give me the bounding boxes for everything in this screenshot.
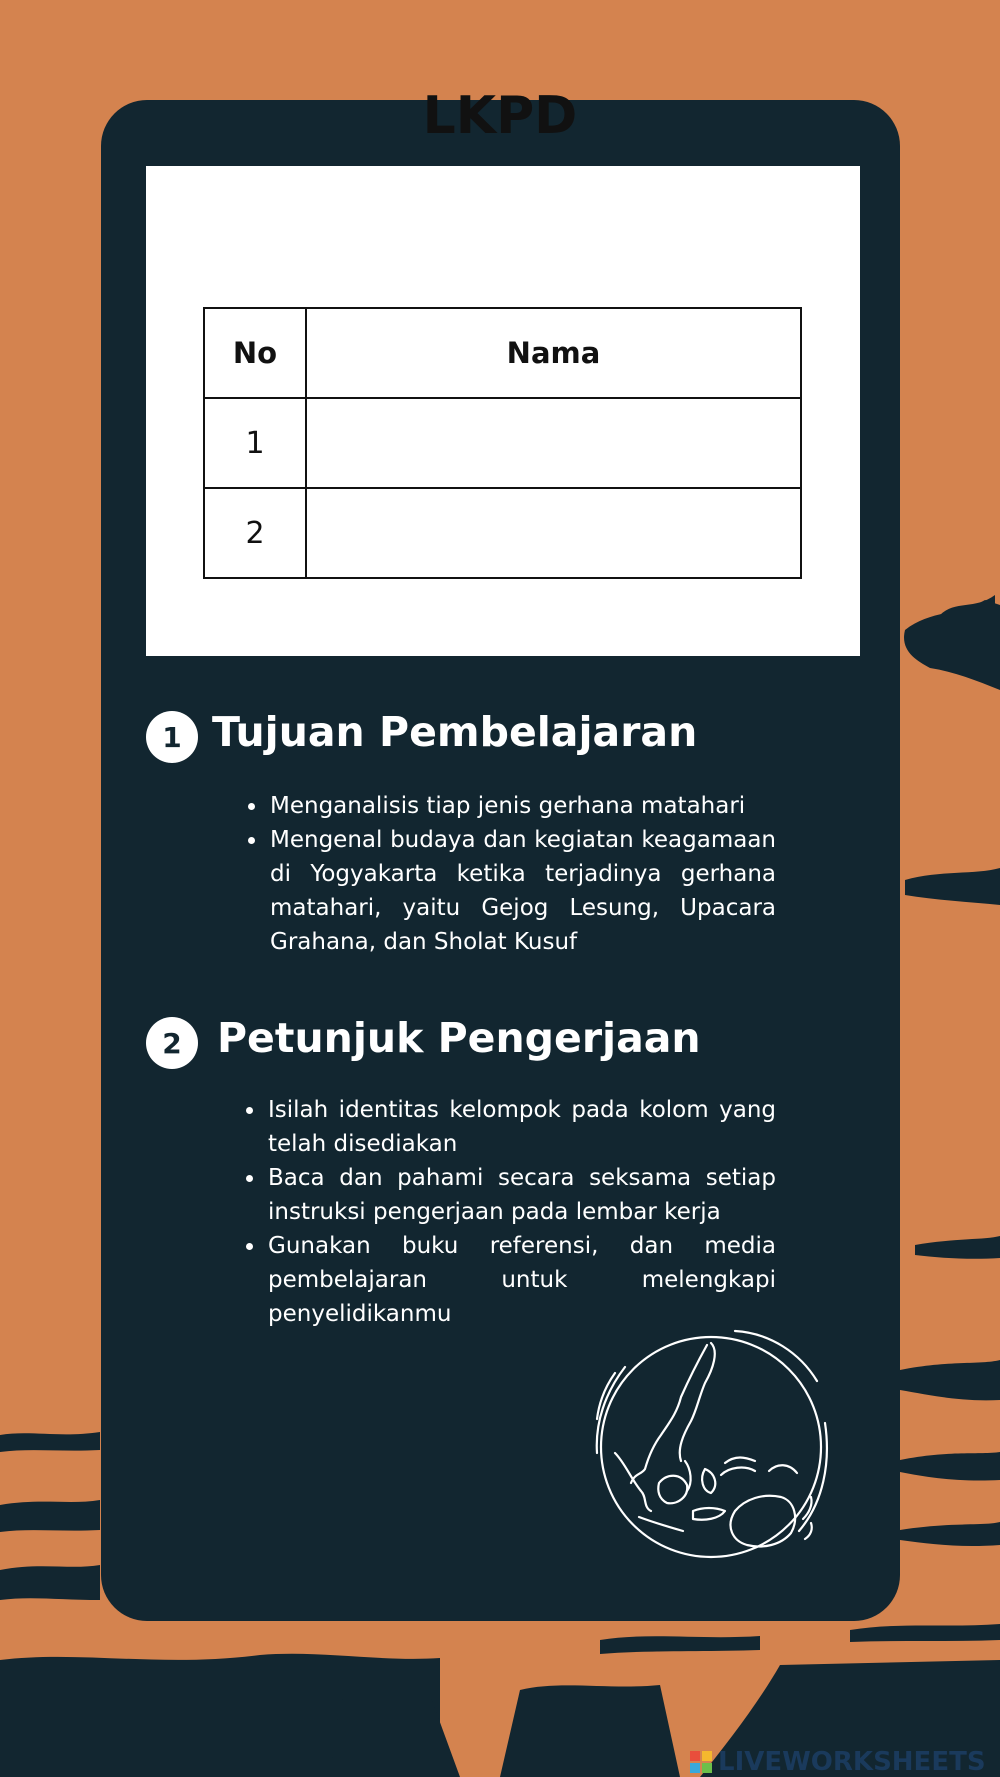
section-number-badge: 2 <box>146 1017 198 1069</box>
globe-icon <box>585 1323 837 1568</box>
row-number-cell: 2 <box>204 488 306 578</box>
table-row <box>204 398 801 488</box>
section-number-badge: 1 <box>146 711 198 763</box>
liveworksheets-logo-icon <box>690 1751 712 1773</box>
column-header-nama: Nama <box>306 308 801 398</box>
table-row <box>204 488 801 578</box>
learning-objectives-list <box>242 789 776 959</box>
section-title-tujuan: Tujuan Pembelajaran <box>212 708 698 756</box>
row-number-cell: 1 <box>204 398 306 488</box>
group-identity-table <box>203 307 802 579</box>
list-item: • Baca dan pahami secara seksama setiap instruksi pengerjaan pada lembar kerja <box>266 1161 776 1229</box>
instructions-list <box>240 1093 776 1331</box>
section-title-petunjuk: Petunjuk Pengerjaan <box>217 1014 701 1062</box>
liveworksheets-brand-text: LIVEWORKSHEETS <box>718 1747 986 1777</box>
column-header-no: No <box>204 308 306 398</box>
worksheet-title: LKPD <box>422 86 578 146</box>
table-header-row <box>204 308 801 398</box>
list-item: • Mengenal budaya dan kegiatan keagamaan di Yogyakarta ketika terjadinya gerhana matahari, yaitu Gejog Lesung, Upacara Grahana, dan Sholat Kusuf <box>268 823 776 959</box>
name-input-cell[interactable] <box>306 488 801 578</box>
list-item: • Isilah identitas kelompok pada kolom yang telah disediakan <box>266 1093 776 1161</box>
list-item: • Menganalisis tiap jenis gerhana matahari <box>268 789 776 823</box>
name-input-cell[interactable] <box>306 398 801 488</box>
list-item: • Gunakan buku referensi, dan media pembelajaran untuk melengkapi penyelidikanmu <box>266 1229 776 1331</box>
liveworksheets-watermark <box>690 1747 986 1777</box>
